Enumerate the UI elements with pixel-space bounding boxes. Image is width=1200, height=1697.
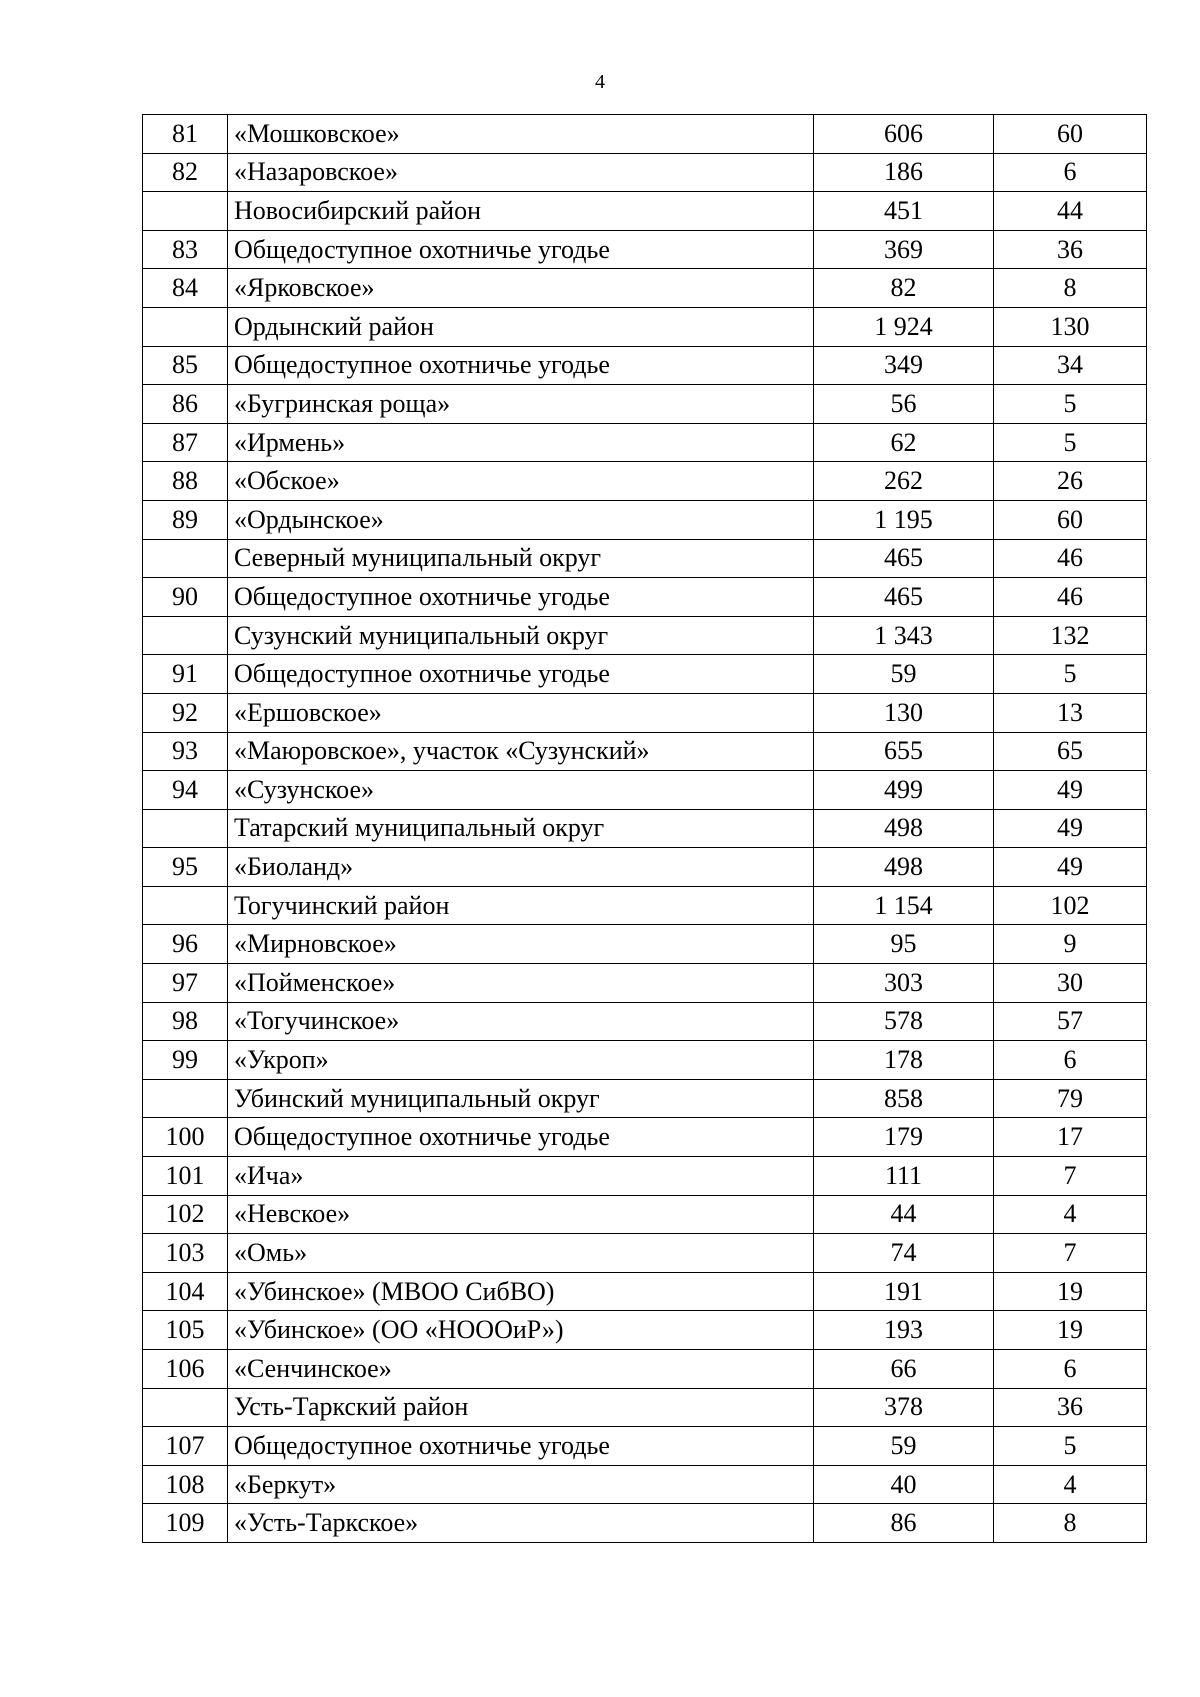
name-cell: «Беркут» — [228, 1465, 814, 1504]
value-1-cell: 378 — [814, 1388, 994, 1427]
name-cell: «Невское» — [228, 1195, 814, 1234]
row-number-cell: 91 — [143, 655, 228, 694]
name-cell: «Омь» — [228, 1234, 814, 1273]
name-cell: Новосибирский район — [228, 192, 814, 231]
table-row — [143, 693, 1147, 732]
row-number-cell — [143, 1079, 228, 1118]
table-row — [143, 385, 1147, 424]
row-number-cell: 101 — [143, 1157, 228, 1196]
value-1-cell: 1 154 — [814, 886, 994, 925]
value-1-cell: 1 924 — [814, 307, 994, 346]
row-number-cell — [143, 539, 228, 578]
value-2-cell: 44 — [994, 192, 1147, 231]
table-row — [143, 578, 1147, 617]
value-1-cell: 498 — [814, 809, 994, 848]
table-row — [143, 1041, 1147, 1080]
name-cell: Ордынский район — [228, 307, 814, 346]
name-cell: «Ярковское» — [228, 269, 814, 308]
table-row-region-subtotal — [143, 886, 1147, 925]
table-row — [143, 1234, 1147, 1273]
table-row-region-subtotal — [143, 616, 1147, 655]
value-1-cell: 499 — [814, 771, 994, 810]
value-1-cell: 465 — [814, 578, 994, 617]
name-cell: Общедоступное охотничье угодье — [228, 1427, 814, 1466]
value-1-cell: 1 343 — [814, 616, 994, 655]
row-number-cell: 107 — [143, 1427, 228, 1466]
table-row — [143, 1002, 1147, 1041]
value-1-cell: 655 — [814, 732, 994, 771]
value-2-cell: 26 — [994, 462, 1147, 501]
table-row-region-subtotal — [143, 809, 1147, 848]
value-2-cell: 4 — [994, 1195, 1147, 1234]
row-number-cell: 103 — [143, 1234, 228, 1273]
row-number-cell — [143, 307, 228, 346]
name-cell: «Ершовское» — [228, 693, 814, 732]
value-1-cell: 40 — [814, 1465, 994, 1504]
row-number-cell: 100 — [143, 1118, 228, 1157]
table-row — [143, 1311, 1147, 1350]
name-cell: «Маюровское», участок «Сузунский» — [228, 732, 814, 771]
table-row — [143, 269, 1147, 308]
value-2-cell: 4 — [994, 1465, 1147, 1504]
value-1-cell: 578 — [814, 1002, 994, 1041]
table-row — [143, 1118, 1147, 1157]
row-number-cell: 81 — [143, 115, 228, 154]
value-1-cell: 95 — [814, 925, 994, 964]
table-row — [143, 964, 1147, 1003]
value-2-cell: 36 — [994, 1388, 1147, 1427]
name-cell: Общедоступное охотничье угодье — [228, 230, 814, 269]
table-row — [143, 655, 1147, 694]
value-2-cell: 5 — [994, 423, 1147, 462]
name-cell: Сузунский муниципальный округ — [228, 616, 814, 655]
name-cell: Убинский муниципальный округ — [228, 1079, 814, 1118]
value-2-cell: 49 — [994, 771, 1147, 810]
row-number-cell: 97 — [143, 964, 228, 1003]
row-number-cell: 105 — [143, 1311, 228, 1350]
value-1-cell: 179 — [814, 1118, 994, 1157]
row-number-cell: 106 — [143, 1350, 228, 1389]
table-row — [143, 1427, 1147, 1466]
name-cell: «Укроп» — [228, 1041, 814, 1080]
table-row — [143, 732, 1147, 771]
value-2-cell: 6 — [994, 1041, 1147, 1080]
row-number-cell: 96 — [143, 925, 228, 964]
value-1-cell: 349 — [814, 346, 994, 385]
table-row — [143, 230, 1147, 269]
row-number-cell: 84 — [143, 269, 228, 308]
value-1-cell: 262 — [814, 462, 994, 501]
value-1-cell: 186 — [814, 153, 994, 192]
name-cell: «Мошковское» — [228, 115, 814, 154]
value-2-cell: 46 — [994, 578, 1147, 617]
value-1-cell: 303 — [814, 964, 994, 1003]
name-cell: Общедоступное охотничье угодье — [228, 1118, 814, 1157]
table-row — [143, 1195, 1147, 1234]
value-2-cell: 17 — [994, 1118, 1147, 1157]
table-row — [143, 115, 1147, 154]
value-2-cell: 46 — [994, 539, 1147, 578]
row-number-cell: 86 — [143, 385, 228, 424]
value-1-cell: 193 — [814, 1311, 994, 1350]
value-1-cell: 111 — [814, 1157, 994, 1196]
row-number-cell — [143, 616, 228, 655]
name-cell: «Пойменское» — [228, 964, 814, 1003]
row-number-cell: 108 — [143, 1465, 228, 1504]
row-number-cell: 94 — [143, 771, 228, 810]
value-1-cell: 59 — [814, 655, 994, 694]
name-cell: Татарский муниципальный округ — [228, 809, 814, 848]
table-row — [143, 346, 1147, 385]
row-number-cell: 88 — [143, 462, 228, 501]
value-2-cell: 5 — [994, 1427, 1147, 1466]
table-row — [143, 771, 1147, 810]
table-row-region-subtotal — [143, 1388, 1147, 1427]
name-cell: Общедоступное охотничье угодье — [228, 655, 814, 694]
value-2-cell: 130 — [994, 307, 1147, 346]
page-number: 4 — [595, 71, 605, 93]
table-row — [143, 1272, 1147, 1311]
value-2-cell: 49 — [994, 809, 1147, 848]
value-2-cell: 9 — [994, 925, 1147, 964]
value-2-cell: 60 — [994, 500, 1147, 539]
value-1-cell: 56 — [814, 385, 994, 424]
row-number-cell — [143, 809, 228, 848]
value-2-cell: 19 — [994, 1272, 1147, 1311]
value-2-cell: 6 — [994, 153, 1147, 192]
row-number-cell: 87 — [143, 423, 228, 462]
value-1-cell: 82 — [814, 269, 994, 308]
row-number-cell: 95 — [143, 848, 228, 887]
row-number-cell — [143, 192, 228, 231]
value-2-cell: 36 — [994, 230, 1147, 269]
row-number-cell: 89 — [143, 500, 228, 539]
row-number-cell: 99 — [143, 1041, 228, 1080]
table-row — [143, 500, 1147, 539]
table-row — [143, 153, 1147, 192]
value-1-cell: 178 — [814, 1041, 994, 1080]
name-cell: «Убинское» (ОО «НОООиР») — [228, 1311, 814, 1350]
hunting-grounds-table — [142, 114, 1147, 1543]
value-2-cell: 34 — [994, 346, 1147, 385]
name-cell: «Усть-Таркское» — [228, 1504, 814, 1543]
value-2-cell: 57 — [994, 1002, 1147, 1041]
name-cell: «Назаровское» — [228, 153, 814, 192]
value-2-cell: 79 — [994, 1079, 1147, 1118]
table-body — [143, 115, 1147, 1543]
name-cell: «Ича» — [228, 1157, 814, 1196]
value-2-cell: 8 — [994, 269, 1147, 308]
table-row — [143, 1465, 1147, 1504]
table-row-region-subtotal — [143, 192, 1147, 231]
value-2-cell: 6 — [994, 1350, 1147, 1389]
row-number-cell: 90 — [143, 578, 228, 617]
name-cell: «Бугринская роща» — [228, 385, 814, 424]
value-2-cell: 19 — [994, 1311, 1147, 1350]
name-cell: Северный муниципальный округ — [228, 539, 814, 578]
value-2-cell: 5 — [994, 655, 1147, 694]
row-number-cell: 85 — [143, 346, 228, 385]
value-1-cell: 858 — [814, 1079, 994, 1118]
name-cell: «Тогучинское» — [228, 1002, 814, 1041]
row-number-cell: 93 — [143, 732, 228, 771]
value-1-cell: 130 — [814, 693, 994, 732]
value-1-cell: 74 — [814, 1234, 994, 1273]
value-1-cell: 606 — [814, 115, 994, 154]
value-1-cell: 86 — [814, 1504, 994, 1543]
table-row-region-subtotal — [143, 1079, 1147, 1118]
name-cell: «Ордынское» — [228, 500, 814, 539]
name-cell: Общедоступное охотничье угодье — [228, 346, 814, 385]
value-2-cell: 65 — [994, 732, 1147, 771]
value-1-cell: 62 — [814, 423, 994, 462]
value-1-cell: 59 — [814, 1427, 994, 1466]
value-2-cell: 7 — [994, 1157, 1147, 1196]
table-row-region-subtotal — [143, 539, 1147, 578]
name-cell: «Мирновское» — [228, 925, 814, 964]
name-cell: «Обское» — [228, 462, 814, 501]
value-1-cell: 465 — [814, 539, 994, 578]
value-1-cell: 451 — [814, 192, 994, 231]
row-number-cell — [143, 1388, 228, 1427]
name-cell: «Биоланд» — [228, 848, 814, 887]
row-number-cell: 104 — [143, 1272, 228, 1311]
name-cell: «Сузунское» — [228, 771, 814, 810]
value-2-cell: 49 — [994, 848, 1147, 887]
value-2-cell: 5 — [994, 385, 1147, 424]
value-2-cell: 60 — [994, 115, 1147, 154]
name-cell: «Сенчинское» — [228, 1350, 814, 1389]
value-1-cell: 1 195 — [814, 500, 994, 539]
name-cell: Тогучинский район — [228, 886, 814, 925]
table-row — [143, 848, 1147, 887]
table-row — [143, 423, 1147, 462]
name-cell: Общедоступное охотничье угодье — [228, 578, 814, 617]
table-row — [143, 462, 1147, 501]
value-2-cell: 13 — [994, 693, 1147, 732]
value-1-cell: 191 — [814, 1272, 994, 1311]
row-number-cell: 92 — [143, 693, 228, 732]
value-1-cell: 369 — [814, 230, 994, 269]
row-number-cell: 98 — [143, 1002, 228, 1041]
table-row — [143, 1350, 1147, 1389]
value-1-cell: 498 — [814, 848, 994, 887]
row-number-cell: 83 — [143, 230, 228, 269]
table-row — [143, 1157, 1147, 1196]
value-2-cell: 7 — [994, 1234, 1147, 1273]
name-cell: «Ирмень» — [228, 423, 814, 462]
name-cell: «Убинское» (МВОО СибВО) — [228, 1272, 814, 1311]
value-2-cell: 30 — [994, 964, 1147, 1003]
value-2-cell: 8 — [994, 1504, 1147, 1543]
value-1-cell: 44 — [814, 1195, 994, 1234]
row-number-cell: 109 — [143, 1504, 228, 1543]
value-2-cell: 132 — [994, 616, 1147, 655]
table-row — [143, 925, 1147, 964]
name-cell: Усть-Таркский район — [228, 1388, 814, 1427]
table-row — [143, 1504, 1147, 1543]
value-2-cell: 102 — [994, 886, 1147, 925]
row-number-cell: 82 — [143, 153, 228, 192]
row-number-cell: 102 — [143, 1195, 228, 1234]
value-1-cell: 66 — [814, 1350, 994, 1389]
table-row-region-subtotal — [143, 307, 1147, 346]
row-number-cell — [143, 886, 228, 925]
